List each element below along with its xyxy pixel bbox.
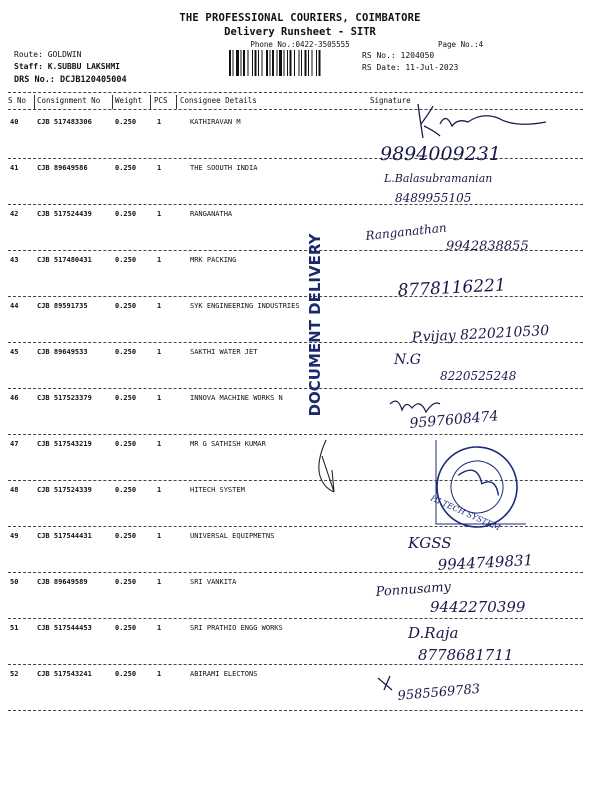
phone-number: Phone No.:0422-3505555 [250,40,350,49]
row-consignment: CJB 517483306 [37,118,92,126]
header-rule-bottom [8,109,583,110]
row-sno: 43 [10,256,19,264]
signature-phone: 9585569783 [397,681,481,704]
col-divider [176,95,177,109]
row-sno: 49 [10,532,19,540]
stamp-text: DOCUMENT DELIVERY [306,233,324,417]
signature-name: Ponnusamy [375,579,452,600]
page-number: Page No.:4 [438,40,484,49]
row-consignee: UNIVERSAL EQUIPMETNS [190,532,275,540]
row-divider [8,526,583,527]
row-consignment: CJB 517543219 [37,440,92,448]
row-consignment: CJB 89649533 [37,348,88,356]
col-divider [34,95,35,109]
signature-phone: 8489955105 [395,191,472,205]
row-consignment: CJB 517523379 [37,394,92,402]
row-consignment: CJB 89649586 [37,164,88,172]
row-sno: 48 [10,486,19,494]
row-consignee: RANGANATHA [190,210,233,218]
col-consignee: Consignee Details [180,96,257,105]
row-consignee: THE SOOUTH INDIA [190,164,258,172]
row-consignment: CJB 517544431 [37,532,92,540]
row-pcs: 1 [157,164,162,172]
signature-phone: 9597608474 [408,408,500,432]
signature-phone: 8220525248 [440,369,517,383]
row-consignee: MR G SATHISH KUMAR [190,440,266,448]
header-rule-top [8,92,583,93]
drs-number: DRS No.: DCJB120405004 [14,75,127,85]
row-divider [8,710,583,711]
row-consignment: CJB 517543241 [37,670,92,678]
rs-date: RS Date: 11-Jul-2023 [362,63,459,72]
row-consignee: SYK ENGINEERING INDUSTRIES [190,302,300,310]
row-divider [8,342,583,343]
row-pcs: 1 [157,624,162,632]
row-divider [8,388,583,389]
company-name: THE PROFESSIONAL COURIERS, COIMBATORE [179,12,421,24]
row-divider [8,572,583,573]
row-sno: 40 [10,118,19,126]
row-pcs: 1 [157,440,162,448]
signature-name: L.Balasubramanian [384,172,493,185]
row-pcs: 1 [157,256,162,264]
signature-name: Ranganathan [364,220,448,243]
signature-phone: 9442270399 [430,598,526,616]
col-divider [112,95,113,109]
row-pcs: 1 [157,118,162,126]
signature-name: D.Raja [408,624,459,642]
row-weight: 0.250 [115,394,137,402]
row-consignee: HITECH SYSTEM [190,486,245,494]
row-pcs: 1 [157,486,162,494]
row-consignment: CJB 517524339 [37,486,92,494]
row-pcs: 1 [157,670,162,678]
row-consignee: SAKTHI WATER JET [190,348,258,356]
row-sno: 41 [10,164,19,172]
col-sno: S No [8,96,27,105]
row-divider [8,204,583,205]
rs-number: RS No.: 1204050 [362,51,435,60]
row-sno: 50 [10,578,19,586]
row-weight: 0.250 [115,486,137,494]
signature-kathirva: Kathirva [445,130,450,131]
row-consignee: KATHIRAVAN M [190,118,241,126]
row-sno: 51 [10,624,19,632]
row-pcs: 1 [157,348,162,356]
row-consignee: INNOVA MACHINE WORKS N [190,394,283,402]
row-consignee: ABIRAMI ELECTONS [190,670,258,678]
row-sno: 52 [10,670,19,678]
col-consignment: Consignment No [37,96,101,105]
col-divider [150,95,151,109]
row-divider [8,618,583,619]
hitech-seal [424,434,530,540]
signature-phone: 9942838855 [446,239,529,254]
col-signature: Signature [370,96,411,105]
row-consignee: SRI VANKITA [190,578,237,586]
row-divider [8,296,583,297]
row-sno: 42 [10,210,19,218]
signature-name: KGSS [408,534,452,552]
row-divider [8,434,583,435]
row-pcs: 1 [157,532,162,540]
runsheet-title: Delivery Runsheet - SITR [224,26,376,38]
row-weight: 0.250 [115,578,137,586]
row-sno: 44 [10,302,19,310]
row-weight: 0.250 [115,348,137,356]
barcode [229,50,355,76]
staff-label: Staff: K.SUBBU LAKSHMI [14,62,120,71]
row-pcs: 1 [157,394,162,402]
signature-phone: 9894009231 [380,143,501,165]
row-consignment: CJB 89649589 [37,578,88,586]
row-divider [8,480,583,481]
row-weight: 0.250 [115,256,137,264]
row-divider [8,250,583,251]
row-consignee: SRI PRATHIO ENGG WORKS [190,624,283,632]
row-consignment: CJB 517544453 [37,624,92,632]
row-weight: 0.250 [115,164,137,172]
signature-phone: 8778116221 [397,275,507,301]
col-weight: Weight [115,96,143,105]
row-consignment: CJB 517524439 [37,210,92,218]
row-pcs: 1 [157,302,162,310]
row-weight: 0.250 [115,670,137,678]
row-pcs: 1 [157,210,162,218]
row-weight: 0.250 [115,210,137,218]
row-weight: 0.250 [115,302,137,310]
row-consignment: CJB 517480431 [37,256,92,264]
signature-name-phone: P.vijay 8220210530 [411,322,550,346]
row-weight: 0.250 [115,118,137,126]
route-label: Route: GOLDWIN [14,50,82,59]
document-delivery-stamp [300,230,340,420]
signature-phone: 9944749831 [437,551,534,574]
row-pcs: 1 [157,578,162,586]
row-sno: 47 [10,440,19,448]
row-divider [8,664,583,665]
signature-phone: 8778681711 [418,646,514,664]
row-consignee: MRK PACKING [190,256,237,264]
row-weight: 0.250 [115,532,137,540]
row-consignment: CJB 89591735 [37,302,88,310]
row-weight: 0.250 [115,440,137,448]
row-weight: 0.250 [115,624,137,632]
row-divider [8,158,583,159]
seal-text: HI TECH SYSTEM [429,493,502,533]
col-pcs: PCS [154,96,168,105]
row-sno: 45 [10,348,19,356]
signature-initials: N.G [394,352,421,368]
row-sno: 46 [10,394,19,402]
